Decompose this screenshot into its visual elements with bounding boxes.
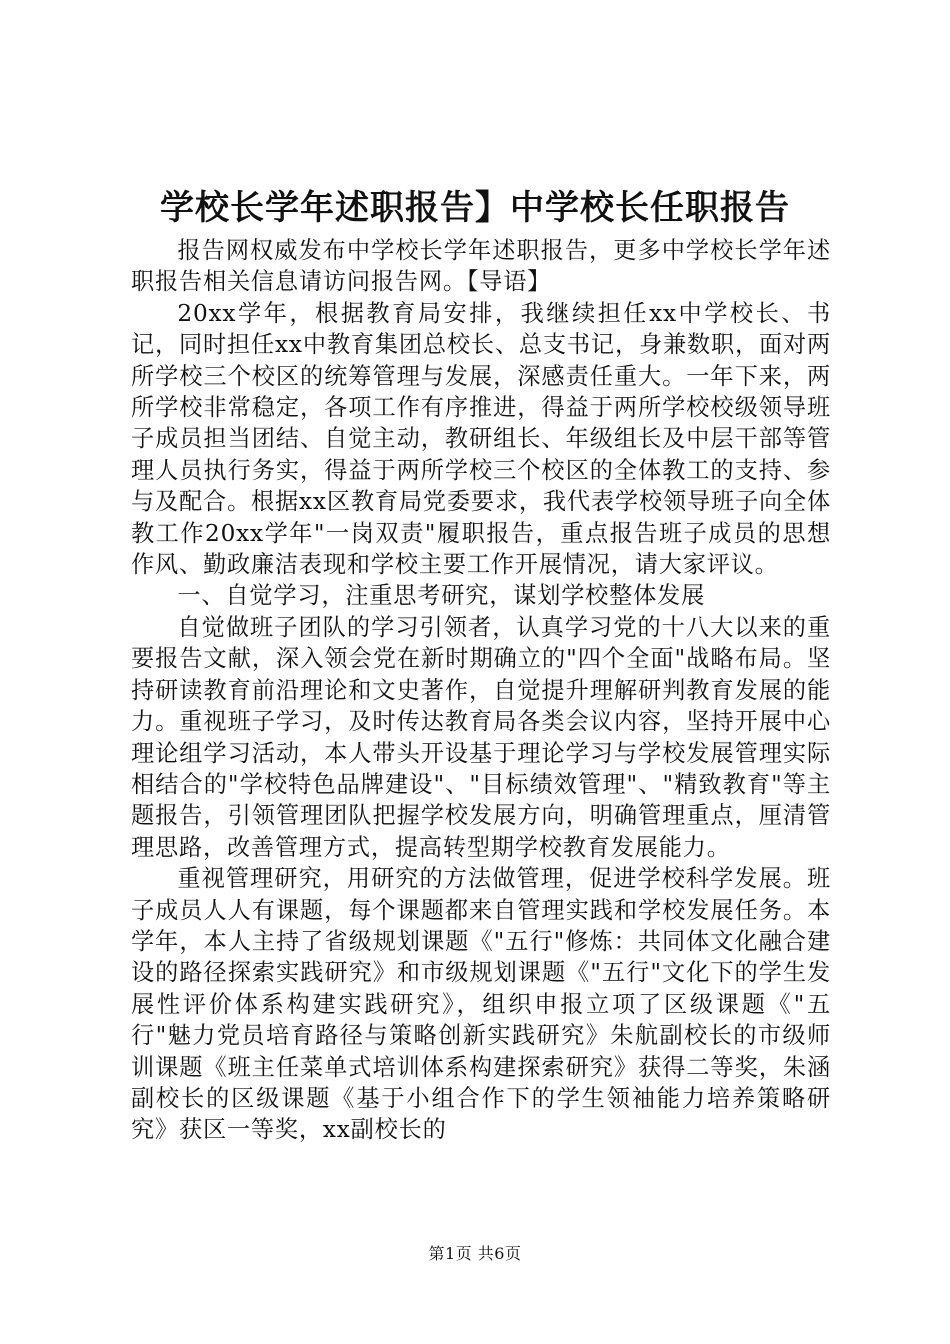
document-body <box>131 235 831 1146</box>
paragraph-overview: 20xx学年，根据教育局安排，我继续担任xx中学校长、书记，同时担任xx中教育集团总校长、总支书记，身兼数职，面对两所学校三个校区的统筹管理与发展，深感责任重大。一年下来，两所学校非常稳定，各项工作有序推进，得益于两所学校校级领导班子成员担当团结、自觉主动，教研组长、年级组长及中层干部等管理人员执行务实，得益于两所学校三个校区的全体教工的支持、参与及配合。根据xx区教育局党委要求，我代表学校领导班子向全体教工作20xx学年"一岗双责"履职报告，重点报告班子成员的思想作风、勤政廉洁表现和学校主要工作开展情况，请大家评议。 <box>131 299 831 579</box>
paragraph-intro: 报告网权威发布中学校长学年述职报告，更多中学校长学年述职报告相关信息请访问报告网。【导语】 <box>131 237 831 296</box>
section-heading-1: 一、自觉学习，注重思考研究，谋划学校整体发展 <box>177 582 706 610</box>
paragraph-learning: 自觉做班子团队的学习引领者，认真学习党的十八大以来的重要报告文献，深入领会党在新时期确立的"四个全面"战略布局。坚持研读教育前沿理论和文史著作，自觉提升理解研判教育发展的能力。重视班子学习，及时传达教育局各类会议内容，坚持开展中心理论组学习活动，本人带头开设基于理论学习与学校发展管理实际相结合的"学校特色品牌建设"、"目标绩效管理"、"精致教育"等主题报告，引领管理团队把握学校发展方向，明确管理重点，厘清管理思路，改善管理方式，提高转型期学校教育发展能力。 <box>131 613 831 861</box>
document-title: 学校长学年述职报告】中学校长任职报告 <box>160 188 790 228</box>
paragraph-research: 重视管理研究，用研究的方法做管理，促进学校科学发展。班子成员人人有课题，每个课题都来自管理实践和学校发展任务。本学年，本人主持了省级规划课题《"五行"修炼：共同体文化融合建设的路径探索实践研究》和市级规划课题《"五行"文化下的学生发展性评价体系构建实践研究》，组织申报立项了区级课题《"五行"魅力党员培育路径与策略创新实践研究》朱航副校长的市级师训课题《班主任菜单式培训体系构建探索研究》获得二等奖，朱涵副校长的区级课题《基于小组合作下的学生领袖能力培养策略研究》获区一等奖，xx副校长的 <box>131 865 831 1144</box>
page-footer: 第1页 共6页 <box>428 1244 522 1263</box>
